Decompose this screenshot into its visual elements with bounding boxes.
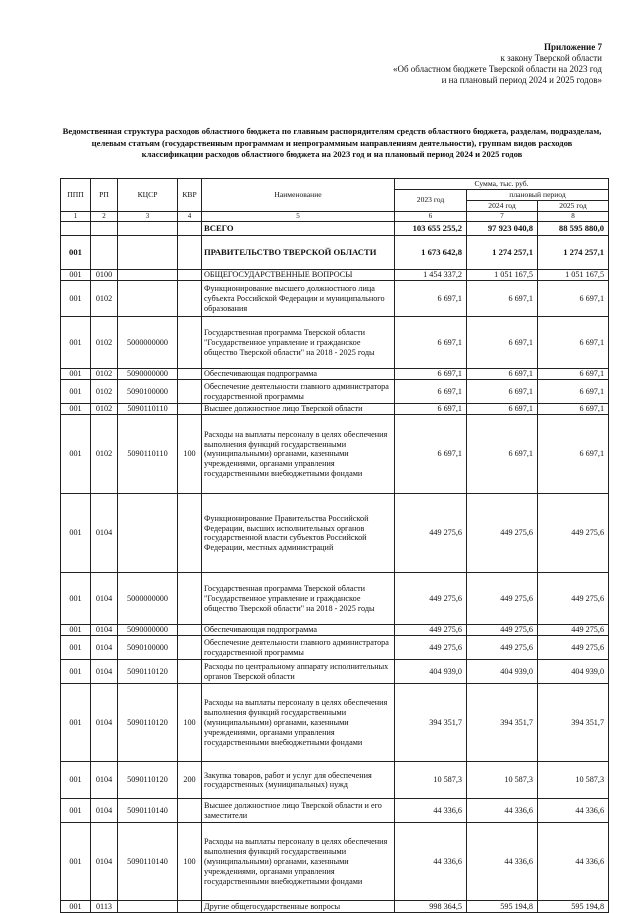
cell-2023: 6 697,1 xyxy=(395,317,467,369)
cell-2024: 6 697,1 xyxy=(467,281,538,317)
document-title: Ведомственная структура расходов областного бюджета по главным распорядителям средств областного бюджета, разделам, подразделам, целевым статьям (государственным программам и непрограммным направлениям деятельности), группам видов расходов классификации расходов областного бюджета на 2023 год и на плановый период 2024 и 2025 годов xyxy=(62,126,602,159)
column-number: 4 xyxy=(178,211,202,222)
cell-2025: 404 939,0 xyxy=(538,660,609,684)
cell-kvr xyxy=(178,799,202,823)
cell-ppp: 001 xyxy=(61,494,91,573)
total-label: ВСЕГО xyxy=(202,222,395,236)
header-sum: Сумма, тыс. руб. xyxy=(395,179,609,190)
cell-kvr xyxy=(178,573,202,625)
cell-rp: 0102 xyxy=(91,317,118,369)
appendix-line: «Об областном бюджете Тверской области на 2023 год xyxy=(392,64,602,74)
cell-ppp: 001 xyxy=(61,369,91,380)
cell-2023: 6 697,1 xyxy=(395,380,467,404)
cell-2024: 449 275,6 xyxy=(467,636,538,660)
cell-ppp: 001 xyxy=(61,660,91,684)
cell-ksr: 5090110120 xyxy=(118,762,178,799)
cell-ppp: 001 xyxy=(61,901,91,913)
cell-2023: 6 697,1 xyxy=(395,415,467,494)
cell-kvr: 100 xyxy=(178,684,202,762)
cell-2025: 595 194,8 xyxy=(538,901,609,913)
table-row xyxy=(61,415,609,494)
cell-2023: 44 336,6 xyxy=(395,823,467,901)
cell-name: Функционирование Правительства Российской Федерации, высших исполнительных органов государственной власти субъектов Российской Федерации, местных администраций xyxy=(202,494,395,573)
cell-2024: 6 697,1 xyxy=(467,369,538,380)
table-row xyxy=(61,281,609,317)
cell-rp: 0104 xyxy=(91,660,118,684)
cell-kvr xyxy=(178,636,202,660)
cell-2023: 44 336,6 xyxy=(395,799,467,823)
cell-2025: 44 336,6 xyxy=(538,823,609,901)
cell-2025: 449 275,6 xyxy=(538,573,609,625)
cell-kvr xyxy=(178,369,202,380)
cell-kvr xyxy=(178,625,202,636)
table-row xyxy=(61,762,609,799)
appendix-line: к закону Тверской области xyxy=(500,53,602,63)
cell-ksr: 5090000000 xyxy=(118,625,178,636)
total-2023: 103 655 255,2 xyxy=(395,222,467,236)
cell-name: Расходы по центральному аппарату исполнительных органов Тверской области xyxy=(202,660,395,684)
cell-name: Государственная программа Тверской области "Государственное управление и гражданское общество Тверской области" на 2018 - 2025 годы xyxy=(202,317,395,369)
cell-ksr xyxy=(118,270,178,281)
budget-table xyxy=(60,178,609,913)
table-row xyxy=(61,369,609,380)
cell-ksr: 5090110120 xyxy=(118,684,178,762)
cell-2023: 6 697,1 xyxy=(395,369,467,380)
cell-name: Расходы на выплаты персоналу в целях обеспечения выполнения функций государственными (муниципальными) органами, казенными учреждениями, органами управления государственными внебюджетными фондами xyxy=(202,823,395,901)
cell-2023: 10 587,3 xyxy=(395,762,467,799)
cell-2024: 6 697,1 xyxy=(467,317,538,369)
cell-name: Обеспечивающая подпрограмма xyxy=(202,625,395,636)
cell-2024: 6 697,1 xyxy=(467,415,538,494)
cell-2025: 394 351,7 xyxy=(538,684,609,762)
appendix-block xyxy=(302,42,602,86)
cell-2023: 6 697,1 xyxy=(395,404,467,415)
cell-name: Другие общегосударственные вопросы xyxy=(202,901,395,913)
cell-ppp: 001 xyxy=(61,823,91,901)
cell-ppp: 001 xyxy=(61,380,91,404)
cell-2024: 6 697,1 xyxy=(467,404,538,415)
cell-2023: 404 939,0 xyxy=(395,660,467,684)
cell-kvr xyxy=(178,404,202,415)
cell-2025: 1 051 167,5 xyxy=(538,270,609,281)
cell-2024: 10 587,3 xyxy=(467,762,538,799)
cell-kvr: 200 xyxy=(178,762,202,799)
cell-ppp: 001 xyxy=(61,415,91,494)
table-row xyxy=(61,317,609,369)
cell-2025: 6 697,1 xyxy=(538,281,609,317)
cell-ksr: 5000000000 xyxy=(118,317,178,369)
cell-name: Обеспечение деятельности главного администратора государственной программы xyxy=(202,380,395,404)
cell-rp: 0102 xyxy=(91,404,118,415)
cell-name: ПРАВИТЕЛЬСТВО ТВЕРСКОЙ ОБЛАСТИ xyxy=(202,236,395,270)
cell-2024: 449 275,6 xyxy=(467,494,538,573)
cell-rp: 0100 xyxy=(91,270,118,281)
cell-rp: 0113 xyxy=(91,901,118,913)
table-row xyxy=(61,823,609,901)
cell-ppp: 001 xyxy=(61,625,91,636)
table-row xyxy=(61,236,609,270)
cell-ppp: 001 xyxy=(61,281,91,317)
cell-ksr xyxy=(118,281,178,317)
appendix-line: и на плановый период 2024 и 2025 годов» xyxy=(441,75,602,85)
cell-ppp: 001 xyxy=(61,636,91,660)
cell-kvr xyxy=(178,236,202,270)
column-number: 8 xyxy=(538,211,609,222)
cell-2025: 6 697,1 xyxy=(538,380,609,404)
cell-name: Закупка товаров, работ и услуг для обеспечения государственных (муниципальных) нужд xyxy=(202,762,395,799)
appendix-title: Приложение 7 xyxy=(543,42,602,52)
table-row xyxy=(61,625,609,636)
cell-2024: 595 194,8 xyxy=(467,901,538,913)
cell-name: ОБЩЕГОСУДАРСТВЕННЫЕ ВОПРОСЫ xyxy=(202,270,395,281)
table-row xyxy=(61,494,609,573)
cell-rp: 0104 xyxy=(91,762,118,799)
cell-ksr: 5090110140 xyxy=(118,823,178,901)
header-planned: плановый период xyxy=(467,190,609,201)
cell-ksr: 5090100000 xyxy=(118,636,178,660)
cell-ksr: 5000000000 xyxy=(118,573,178,625)
cell-ksr: 5090100000 xyxy=(118,380,178,404)
cell-rp: 0104 xyxy=(91,684,118,762)
cell-2023: 1 673 642,8 xyxy=(395,236,467,270)
cell-kvr xyxy=(178,901,202,913)
cell-ksr: 5090110120 xyxy=(118,660,178,684)
cell-rp: 0104 xyxy=(91,494,118,573)
cell-2023: 6 697,1 xyxy=(395,281,467,317)
cell-2025: 6 697,1 xyxy=(538,404,609,415)
cell-2024: 6 697,1 xyxy=(467,380,538,404)
column-number: 7 xyxy=(467,211,538,222)
column-number: 1 xyxy=(61,211,91,222)
cell-ksr xyxy=(118,901,178,913)
cell-kvr xyxy=(178,270,202,281)
header-kvr: КВР xyxy=(178,179,202,212)
cell-2023: 394 351,7 xyxy=(395,684,467,762)
header-row xyxy=(61,179,609,190)
table-row xyxy=(61,901,609,913)
cell-2023: 449 275,6 xyxy=(395,573,467,625)
cell-2024: 44 336,6 xyxy=(467,799,538,823)
total-2025: 88 595 880,0 xyxy=(538,222,609,236)
cell-rp: 0104 xyxy=(91,573,118,625)
table-row xyxy=(61,573,609,625)
table-row xyxy=(61,404,609,415)
cell-rp: 0102 xyxy=(91,380,118,404)
cell-2024: 394 351,7 xyxy=(467,684,538,762)
cell-name: Высшее должностное лицо Тверской области xyxy=(202,404,395,415)
cell-name: Обеспечивающая подпрограмма xyxy=(202,369,395,380)
cell-rp: 0104 xyxy=(91,625,118,636)
cell-name: Обеспечение деятельности главного администратора государственной программы xyxy=(202,636,395,660)
cell-kvr: 100 xyxy=(178,823,202,901)
cell-ksr: 5090110110 xyxy=(118,415,178,494)
cell-2025: 44 336,6 xyxy=(538,799,609,823)
cell-ppp: 001 xyxy=(61,404,91,415)
cell-rp: 0102 xyxy=(91,415,118,494)
cell-kvr xyxy=(178,660,202,684)
cell-ksr: 5090110140 xyxy=(118,799,178,823)
cell-kvr xyxy=(178,494,202,573)
column-number: 6 xyxy=(395,211,467,222)
cell-ppp: 001 xyxy=(61,236,91,270)
header-2025: 2025 год xyxy=(538,200,609,211)
header-name: Наименование xyxy=(202,179,395,212)
header-rp: РП xyxy=(91,179,118,212)
cell-ksr xyxy=(118,494,178,573)
header-2024: 2024 год xyxy=(467,200,538,211)
cell-kvr xyxy=(178,380,202,404)
cell-2025: 6 697,1 xyxy=(538,415,609,494)
cell-2025: 449 275,6 xyxy=(538,625,609,636)
cell-ppp: 001 xyxy=(61,270,91,281)
cell-ppp: 001 xyxy=(61,762,91,799)
cell-2023: 449 275,6 xyxy=(395,636,467,660)
table-row xyxy=(61,684,609,762)
cell-ksr: 5090000000 xyxy=(118,369,178,380)
cell-2024: 449 275,6 xyxy=(467,573,538,625)
cell-2023: 449 275,6 xyxy=(395,625,467,636)
column-number: 2 xyxy=(91,211,118,222)
header-ppp: ППП xyxy=(61,179,91,212)
cell-2024: 1 274 257,1 xyxy=(467,236,538,270)
table-row xyxy=(61,380,609,404)
cell-2023: 1 454 337,2 xyxy=(395,270,467,281)
cell-name: Высшее должностное лицо Тверской области и его заместители xyxy=(202,799,395,823)
cell-rp: 0104 xyxy=(91,799,118,823)
cell-2024: 449 275,6 xyxy=(467,625,538,636)
header-2023: 2023 год xyxy=(395,190,467,212)
cell-name: Государственная программа Тверской области "Государственное управление и гражданское общество Тверской области" на 2018 - 2025 годы xyxy=(202,573,395,625)
column-number-row xyxy=(61,211,609,222)
cell-rp: 0102 xyxy=(91,369,118,380)
cell-2024: 44 336,6 xyxy=(467,823,538,901)
cell-2025: 6 697,1 xyxy=(538,369,609,380)
cell-2024: 1 051 167,5 xyxy=(467,270,538,281)
total-row xyxy=(61,222,609,236)
cell-2024: 404 939,0 xyxy=(467,660,538,684)
cell-name: Функционирование высшего должностного лица субъекта Российской Федерации и муниципального образования xyxy=(202,281,395,317)
table-row xyxy=(61,270,609,281)
cell-name: Расходы на выплаты персоналу в целях обеспечения выполнения функций государственными (муниципальными) органами, казенными учреждениями, органами управления государственными внебюджетными фондами xyxy=(202,415,395,494)
cell-2025: 1 274 257,1 xyxy=(538,236,609,270)
cell-rp: 0104 xyxy=(91,636,118,660)
cell-2025: 449 275,6 xyxy=(538,494,609,573)
cell-rp xyxy=(91,236,118,270)
column-number: 3 xyxy=(118,211,178,222)
cell-kvr xyxy=(178,281,202,317)
cell-2025: 10 587,3 xyxy=(538,762,609,799)
cell-2023: 998 364,5 xyxy=(395,901,467,913)
total-2024: 97 923 040,8 xyxy=(467,222,538,236)
cell-ksr xyxy=(118,236,178,270)
header-ksr: КЦСР xyxy=(118,179,178,212)
cell-ppp: 001 xyxy=(61,573,91,625)
cell-ppp: 001 xyxy=(61,317,91,369)
cell-2023: 449 275,6 xyxy=(395,494,467,573)
cell-kvr xyxy=(178,317,202,369)
cell-rp: 0104 xyxy=(91,823,118,901)
cell-2025: 449 275,6 xyxy=(538,636,609,660)
column-number: 5 xyxy=(202,211,395,222)
cell-ppp: 001 xyxy=(61,684,91,762)
table-row xyxy=(61,799,609,823)
cell-kvr: 100 xyxy=(178,415,202,494)
cell-name: Расходы на выплаты персоналу в целях обеспечения выполнения функций государственными (муниципальными) органами, казенными учреждениями, органами управления государственными внебюджетными фондами xyxy=(202,684,395,762)
table-row xyxy=(61,660,609,684)
cell-ppp: 001 xyxy=(61,799,91,823)
cell-ksr: 5090110110 xyxy=(118,404,178,415)
cell-2025: 6 697,1 xyxy=(538,317,609,369)
table-row xyxy=(61,636,609,660)
cell-rp: 0102 xyxy=(91,281,118,317)
